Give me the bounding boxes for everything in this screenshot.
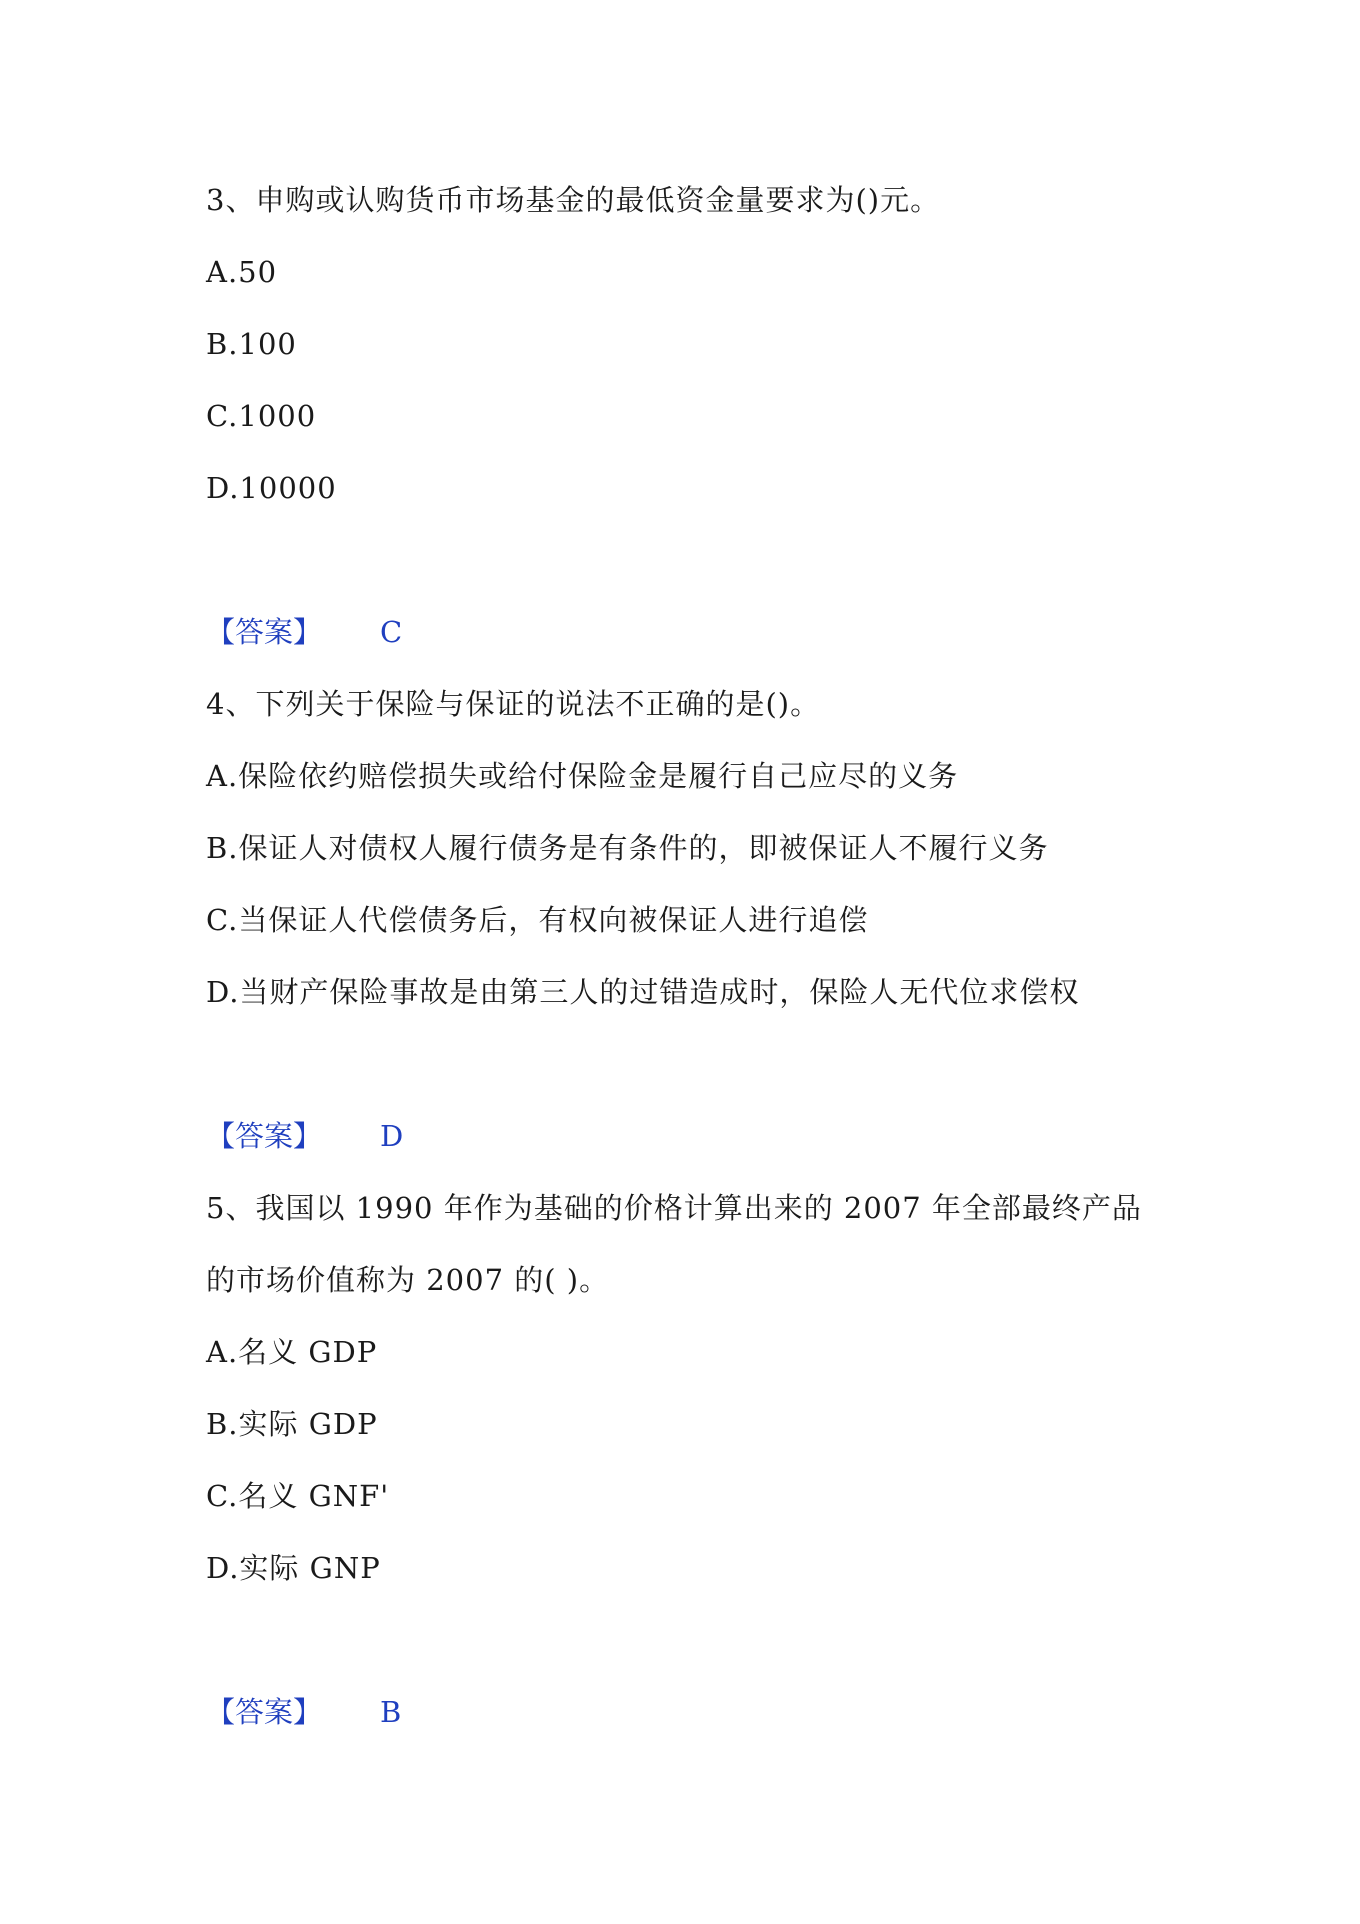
question-5-stem-line-1: 5、我国以 1990 年作为基础的价格计算出来的 2007 年全部最终产品 [206,1191,1142,1225]
question-3-option-d: D.10000 [206,471,337,505]
answer-label: 【答案】 [206,1119,323,1153]
question-5-option-a: A.名义 GDP [206,1335,378,1369]
question-3-option-b: B.100 [206,327,297,361]
question-5-stem-line-2: 的市场价值称为 2007 的( )。 [206,1263,610,1297]
answer-label: 【答案】 [206,1695,323,1729]
answer-label: 【答案】 [206,615,323,649]
question-5-option-b: B.实际 GDP [206,1407,378,1441]
question-3-stem: 3、申购或认购货币市场基金的最低资金量要求为()元。 [206,183,941,217]
question-4-option-c: C.当保证人代偿债务后，有权向被保证人进行追偿 [206,903,869,937]
question-4-answer [206,1116,403,1156]
question-5-answer [206,1692,401,1732]
question-4-option-d: D.当财产保险事故是由第三人的过错造成时，保险人无代位求偿权 [206,975,1080,1009]
answer-value: B [380,1695,402,1729]
question-4-option-b: B.保证人对债权人履行债务是有条件的，即被保证人不履行义务 [206,831,1049,865]
question-3-option-c: C.1000 [206,399,317,433]
question-3-option-a: A.50 [206,255,278,289]
answer-value: D [380,1119,404,1153]
question-5-option-d: D.实际 GNP [206,1551,381,1585]
answer-value: C [380,615,403,649]
question-4-stem: 4、下列关于保险与保证的说法不正确的是()。 [206,687,821,721]
question-4-option-a: A.保险依约赔偿损失或给付保险金是履行自己应尽的义务 [206,759,959,793]
question-3-answer [206,612,402,652]
question-5-option-c: C.名义 GNF' [206,1479,390,1513]
